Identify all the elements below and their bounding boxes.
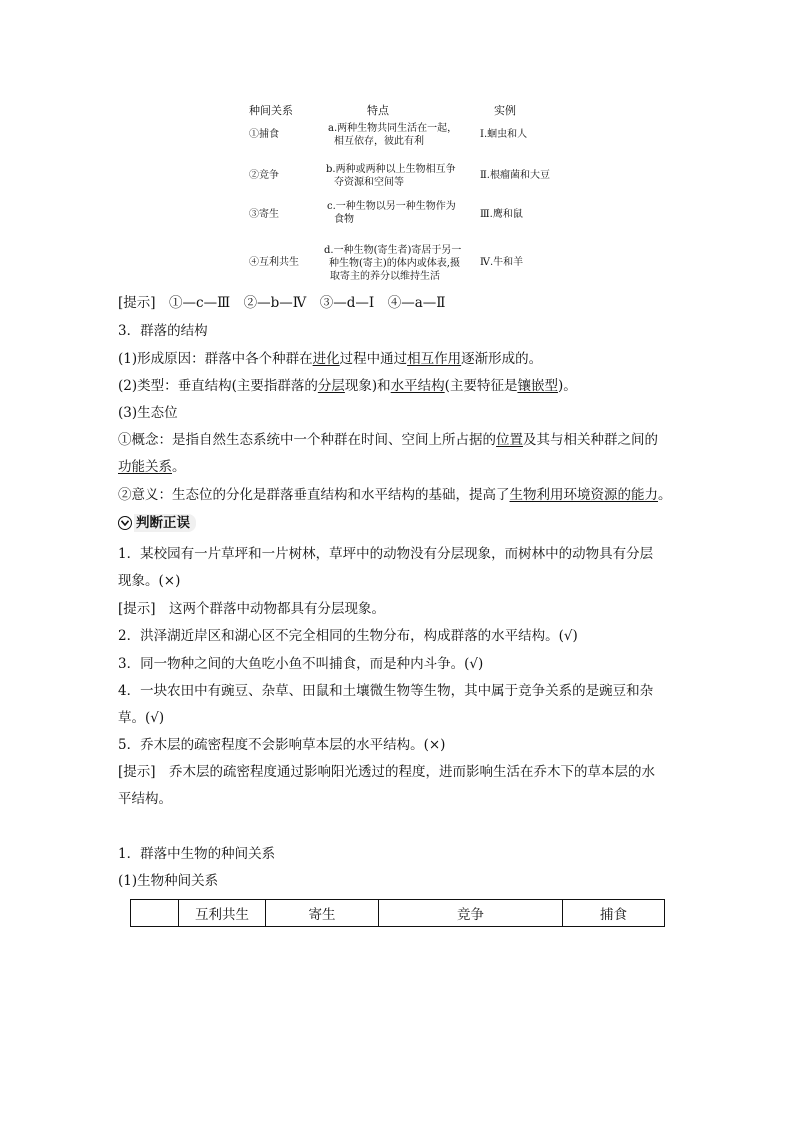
blank-interaction: 相互作用	[407, 351, 462, 367]
structure-types	[118, 377, 577, 395]
feature-b-line1: b.两种或两种以上生物相互争	[326, 164, 456, 175]
example-2: Ⅱ.根瘤菌和大豆	[480, 170, 550, 181]
feature-c-line1: c.一种生物以另一种生物作为	[327, 201, 456, 212]
example-3: Ⅲ.鹰和鼠	[480, 209, 523, 220]
judge-line: 3．同一物种之间的大鱼吃小鱼不叫捕食，而是种内斗争。(√)	[118, 656, 484, 672]
feature-d-line1: d.一种生物(寄生者)寄居于另一	[324, 245, 462, 256]
chevron-down-icon	[118, 516, 132, 530]
blank-mosaic: 镶嵌型	[517, 378, 558, 394]
judge-line: 4．一块农田中有豌豆、杂草、田鼠和土壤微生物等生物，其中属于竞争关系的是豌豆和杂	[118, 683, 654, 699]
feature-d-line3: 取寄主的养分以维持生活	[330, 271, 440, 282]
text: )。	[557, 378, 577, 394]
text: (主要特征是	[444, 378, 518, 394]
blank-horizontal: 水平结构	[390, 378, 445, 394]
judge-line: [提示] 乔木层的疏密程度通过影响阳光透过的程度，进而影响生活在乔木下的草本层的水	[118, 764, 656, 780]
text: 。	[172, 459, 186, 475]
hint-answer	[118, 294, 445, 312]
judge-line: 现象。(×)	[118, 573, 181, 589]
feature-a-line1: a.两种生物共同生活在一起，	[328, 123, 458, 134]
niche-heading: (3)生态位	[118, 405, 178, 421]
judge-line: 1．某校园有一片草坪和一片树林，草坪中的动物没有分层现象，而树林中的动物具有分层	[118, 546, 654, 562]
blank-function: 功能关系	[118, 459, 172, 475]
text: (1)形成原因：群落中各个种群在	[118, 351, 313, 367]
text: ②意义：生态位的分化是群落垂直结构和水平结构的基础，提高了	[118, 487, 510, 503]
feature-a-line2: 相互依存，彼此有利	[334, 136, 424, 147]
example-1: Ⅰ.蛔虫和人	[480, 129, 528, 140]
relations-table	[130, 899, 665, 927]
section-relations-sub: (1)生物种间关系	[118, 873, 219, 889]
niche-concept-line2	[118, 458, 186, 476]
feature-d-line2: 种生物(寄主)的体内或体表,摄	[329, 258, 460, 269]
header-feature: 特点	[367, 104, 389, 117]
relation-parasitism: ③寄生	[249, 209, 279, 220]
feature-c-line2: 食物	[334, 214, 354, 225]
judge-line: 草。(√)	[118, 710, 165, 726]
table-cell: 寄生	[266, 900, 379, 927]
formation-cause	[118, 350, 542, 368]
relation-predation: ①捕食	[249, 129, 279, 140]
blank-position: 位置	[496, 432, 523, 448]
judge-badge	[118, 514, 196, 532]
feature-b-line2: 夺资源和空间等	[334, 177, 404, 188]
section-3-title: 3．群落的结构	[118, 323, 208, 339]
text: 过程中通过	[339, 351, 408, 367]
text: 现象)和	[344, 378, 391, 394]
judge-badge-label: 判断正误	[134, 514, 196, 532]
text: 。	[658, 487, 672, 503]
hint-text: ①—c—Ⅲ ②—b—Ⅳ ③—d—Ⅰ ④—a—Ⅱ	[169, 295, 446, 311]
header-relation: 种间关系	[249, 104, 293, 117]
table-cell: 互利共生	[179, 900, 266, 927]
text: (2)类型：垂直结构(主要指群落的	[118, 378, 318, 394]
judge-line: 平结构。	[118, 791, 172, 807]
section-relations-title: 1．群落中生物的种间关系	[118, 846, 276, 862]
header-example: 实例	[494, 104, 516, 117]
example-4: Ⅳ.牛和羊	[480, 257, 524, 268]
relation-competition: ②竞争	[249, 170, 279, 181]
text: ①概念：是指自然生态系统中一个种群在时间、空间上所占据的	[118, 432, 496, 448]
blank-evolution: 进化	[312, 351, 340, 367]
table-cell	[131, 900, 179, 927]
table-cell: 捕食	[563, 900, 665, 927]
hint-tag: [提示]	[118, 295, 156, 311]
judge-line: 5．乔木层的疏密程度不会影响草本层的水平结构。(×)	[118, 737, 446, 753]
niche-concept-line1	[118, 431, 658, 449]
judge-line: [提示] 这两个群落中动物都具有分层现象。	[118, 601, 386, 617]
text: 及其与相关种群之间的	[523, 432, 658, 448]
judge-line: 2．洪泽湖近岸区和湖心区不完全相同的生物分布，构成群落的水平结构。(√)	[118, 628, 578, 644]
table-row	[131, 900, 665, 927]
blank-layering: 分层	[317, 378, 345, 394]
relation-mutualism: ④互利共生	[249, 257, 299, 268]
blank-resource-ability: 生物利用环境资源的能力	[509, 487, 658, 503]
table-cell: 竞争	[379, 900, 563, 927]
niche-significance	[118, 486, 672, 504]
text: 逐渐形成的。	[461, 351, 543, 367]
